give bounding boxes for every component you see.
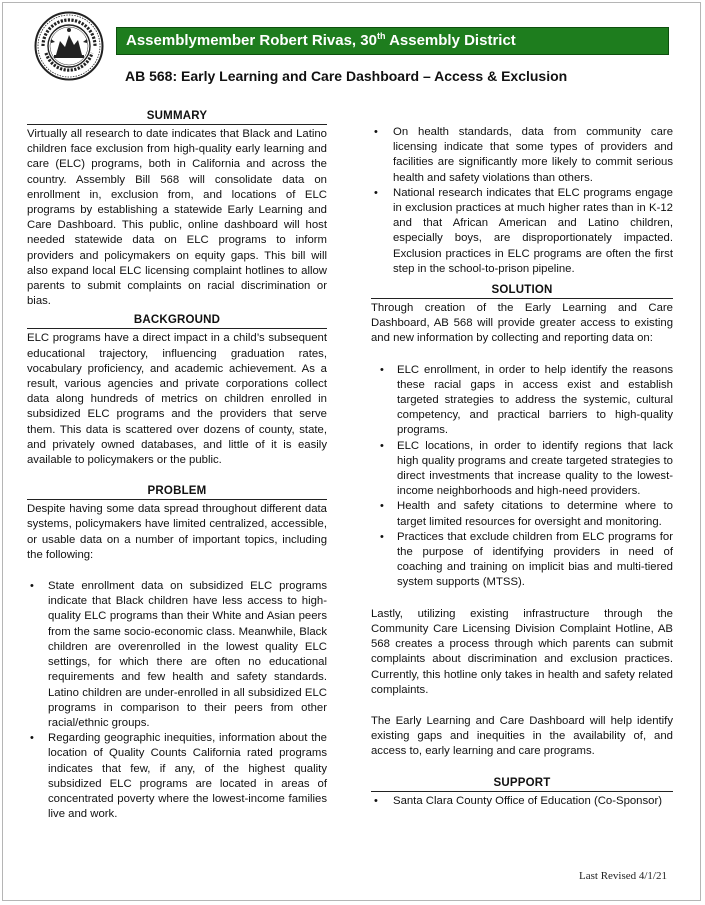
problem-bullet-list-continued — [371, 125, 673, 277]
background-heading: BACKGROUND — [27, 313, 327, 329]
document-title: AB 568: Early Learning and Care Dashboard – Access & Exclusion — [125, 68, 568, 84]
list-item — [371, 363, 673, 439]
list-item-text: On health standards, data from community care licensing indicate that some types of providers and facilities are significantly more likely to commit serious health and safety violations than others. — [393, 126, 673, 184]
support-item-text: Santa Clara County Office of Education (Co-Sponsor) — [393, 794, 663, 807]
bullet-dot-icon: • — [374, 794, 378, 807]
bullet-dot-icon: • — [30, 732, 34, 745]
left-column — [27, 109, 327, 822]
solution-bullet-list — [371, 363, 673, 591]
list-item-text: Health and safety citations to determine where to target limited resources for oversight and monitoring. — [397, 500, 673, 528]
list-item-text: Practices that exclude children from ELC programs for the purpose of identifying providers in need of coaching and training on implicit bias and multi-tiered system supports (MTSS). — [397, 530, 673, 589]
list-item-text: ELC enrollment, in order to help identify the reasons these racial gaps in access exist and establish targeted strategies to address the systemic, cultural competency, and practical barriers to high-quality programs. — [397, 363, 673, 437]
solution-intro: Through creation of the Early Learning and Care Dashboard, AB 568 will provide greater access to existing and new information by collecting and reporting data on: — [371, 302, 673, 345]
list-item — [371, 794, 673, 809]
list-item — [27, 731, 327, 822]
banner-district: Assembly District — [385, 32, 516, 49]
banner-ordinal-suffix: th — [376, 31, 386, 41]
list-item-text: Regarding geographic inequities, information about the location of Quality Counts California rated programs indicates that few, if any, of the highest quality subsidized ELC programs are located in areas of concentrated poverty where the lowest-income families live and work. — [48, 732, 327, 821]
list-item — [371, 499, 673, 529]
assembly-seal-logo — [34, 11, 104, 81]
solution-heading: SOLUTION — [371, 283, 673, 299]
list-item — [27, 579, 327, 731]
solution-closing-hotline: Lastly, utilizing existing infrastructure through the Community Care Licensing Division Complaint Hotline, AB 568 creates a process through which parents can submit complaints about discrimination and exclusion practices. Currently, this hotline only takes in health and safety related complaints. — [371, 607, 673, 696]
problem-heading: PROBLEM — [27, 484, 327, 500]
solution-closing-dashboard: The Early Learning and Care Dashboard will help identify existing gaps and inequities in the availability of, and access to, early learning and care programs. — [371, 714, 673, 758]
list-item-text: State enrollment data on subsidized ELC programs indicate that Black children have less access to high-quality ELC programs than their White and Asian peers from the same socio-economic class. Meanwhile, Black children are overenrolled in the lowest quality ELC settings, for which there are often no educational requirements and few health and safety standards. Latino children are under-enrolled in all subsidized ELC programs in comparison to their peers from other racial/ethnic groups. — [48, 580, 327, 729]
last-revised-date: Last Revised 4/1/21 — [579, 870, 667, 882]
assemblymember-banner — [116, 27, 669, 55]
problem-intro: Despite having some data spread throughout different data systems, policymakers have limited centralized, accessible, or usable data on a number of important topics, including the following: — [27, 503, 327, 561]
bullet-dot-icon: • — [380, 439, 384, 452]
list-item — [371, 439, 673, 500]
bullet-dot-icon: • — [30, 580, 34, 593]
list-item-text: National research indicates that ELC programs engage in exclusion practices at much higher rates than in K-12 and that African American and Latino children, especially boys, are disproportionately impacted. Exclusion practices in ELC programs are often the first step in the school-to-prison pipeline. — [393, 186, 673, 275]
support-list — [371, 794, 673, 809]
list-item-text: ELC locations, in order to identify regions that lack high quality programs and create targeted strategies to direct investments that increase quality to the lowest-income neighborhoods and high-need providers. — [397, 439, 673, 498]
summary-heading: SUMMARY — [27, 109, 327, 125]
banner-name: Assemblymember Robert Rivas, 30 — [126, 32, 377, 49]
right-column — [371, 125, 673, 809]
list-item — [371, 186, 673, 277]
list-item — [371, 125, 673, 186]
bullet-dot-icon: • — [380, 530, 384, 543]
bullet-dot-icon: • — [380, 500, 384, 513]
bullet-dot-icon: • — [374, 126, 378, 138]
support-heading: SUPPORT — [371, 776, 673, 792]
list-item — [371, 530, 673, 591]
bullet-dot-icon: • — [380, 363, 384, 376]
problem-bullet-list — [27, 579, 327, 822]
background-text: ELC programs have a direct impact in a child’s subsequent educational trajectory, influencing graduation rates, vocabulary proficiency, and academic achievement. As a result, various agencies and private corporations collect data along hundreds of metrics on children enrolled in subsidized ELC programs and the providers that serve them. This data is scattered over dozens of county, state, and privately owned databases, and little of it is easily available to policymakers or the public. — [27, 332, 327, 467]
bullet-dot-icon: • — [374, 186, 378, 199]
summary-text: Virtually all research to date indicates that Black and Latino children face exclusion from high-quality early learning and care (ELC) programs, both in California and across the country. Assembly Bill 568 will consolidate data on enrollment in, exclusion from, and locations of ELC programs by establishing a statewide Early Learning and Care Dashboard. This public, online dashboard will host needed statewide data on ELC programs to inform providers and policymakers on equity gaps. This bill will also expand local ELC licensing complaint hotlines to allow parents to submit complaints on racial discrimination or bias. — [27, 128, 327, 308]
